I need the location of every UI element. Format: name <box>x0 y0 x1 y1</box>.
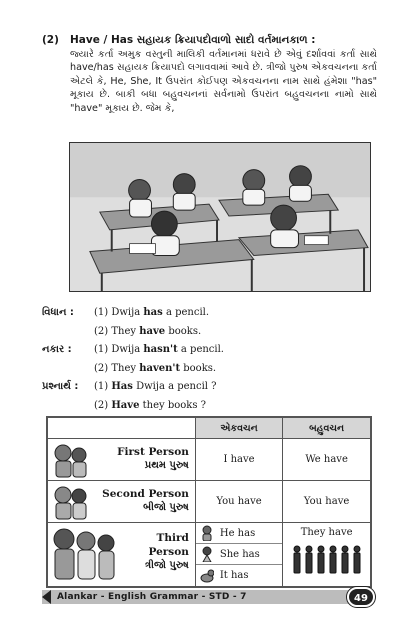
second-person-en: Second Person <box>102 488 189 500</box>
second-person-gu: બીજો પુરુષ <box>143 502 189 513</box>
it-row <box>196 565 282 586</box>
first-person-cell <box>48 439 196 481</box>
first-person-label <box>117 445 189 473</box>
first-person-gu: પ્રથમ પુરુષ <box>144 460 189 471</box>
third-person-en2: Person <box>148 546 189 558</box>
example-row <box>42 397 372 416</box>
header-plural: બહુવચન <box>283 418 371 439</box>
example-row <box>42 360 372 379</box>
table-row <box>48 481 371 523</box>
example-label: પ્રશ્નાર્થ : <box>42 381 79 392</box>
it-has: It has <box>219 570 249 581</box>
first-person-icon <box>50 441 90 479</box>
third-plural: They have <box>300 527 353 538</box>
example-label <box>42 323 94 342</box>
second-singular: You have <box>195 481 282 523</box>
footer-title: Alankar - English Grammar - STD - 7 <box>57 592 247 602</box>
table-row <box>48 523 371 587</box>
example-text: (1) Has Dwija a pencil ? <box>94 381 217 392</box>
footer-arrow-icon <box>42 590 51 604</box>
page-number: 49 <box>347 587 375 607</box>
example-row <box>42 323 372 342</box>
person-table <box>46 416 372 588</box>
third-person-label <box>145 531 189 573</box>
example-row <box>42 378 372 397</box>
section-heading <box>42 33 377 47</box>
example-row <box>42 341 372 360</box>
classroom-illustration <box>69 142 371 292</box>
she-has: She has <box>219 548 260 560</box>
second-plural: You have <box>283 481 371 523</box>
example-text: (2) Have they books ? <box>94 399 207 411</box>
she-row <box>196 544 282 565</box>
grammar-section <box>42 33 377 115</box>
he-row <box>196 523 282 544</box>
example-text: (2) They have books. <box>94 325 202 337</box>
example-row <box>42 304 372 323</box>
boy-icon <box>200 525 214 541</box>
third-person-icon <box>50 525 120 583</box>
footer-bar <box>42 590 373 604</box>
table-row <box>48 439 371 481</box>
examples-list <box>42 304 372 415</box>
example-label: નકાર : <box>42 344 72 355</box>
second-person-icon <box>50 483 90 521</box>
third-person-cell <box>48 523 196 587</box>
example-label <box>42 360 94 379</box>
example-text: (1) Dwija has a pencil. <box>94 307 210 318</box>
group-icon <box>291 544 363 574</box>
table-corner <box>48 418 196 439</box>
third-plural-cell <box>283 523 371 587</box>
example-label: વિધાન : <box>42 307 74 318</box>
section-title: Have / Has સહાયક ક્રિયાપદોવાળો સાદો વર્તમાનકાળ : <box>70 34 316 46</box>
he-has: He has <box>219 527 256 539</box>
second-person-cell <box>48 481 196 523</box>
third-person-en1: Third <box>156 532 189 544</box>
third-person-gu: ત્રીજો પુરુષ <box>144 560 189 571</box>
header-singular: એકવચન <box>195 418 282 439</box>
example-text: (2) They haven't books. <box>94 362 217 374</box>
second-person-label <box>102 487 189 515</box>
first-person-en: First Person <box>117 446 189 458</box>
first-plural: We have <box>283 439 371 481</box>
third-singular <box>195 523 282 587</box>
section-number: (2) <box>42 34 59 46</box>
first-singular: I have <box>195 439 282 481</box>
dog-icon <box>200 568 214 584</box>
example-label <box>42 397 94 416</box>
girl-icon <box>200 546 214 562</box>
section-paragraph: જ્યારે કર્તા અમુક વસ્તુની માલિકી વર્તમાનમાં ધરાવે છે એવું દર્શાવવાં કર્તા સાથે have/has સહાયક ક્રિયાપદો લગાવવામાં આવે છે. ત્રીજો પુરુષ એકવચનના કર્તા એટલે કે, He, She, It ઉપરાંત કોઈપણ એકવચનના નામ સાથે હંમેશા "has" મૂકાય છે. બાકી બધા બહુવચનનાં સર્વનામો ઉપરાંત બહુવચનના નામો સાથે "have" મૂકાય છે. જેમ કે, <box>70 49 377 114</box>
example-text: (1) Dwija hasn't a pencil. <box>94 344 224 355</box>
